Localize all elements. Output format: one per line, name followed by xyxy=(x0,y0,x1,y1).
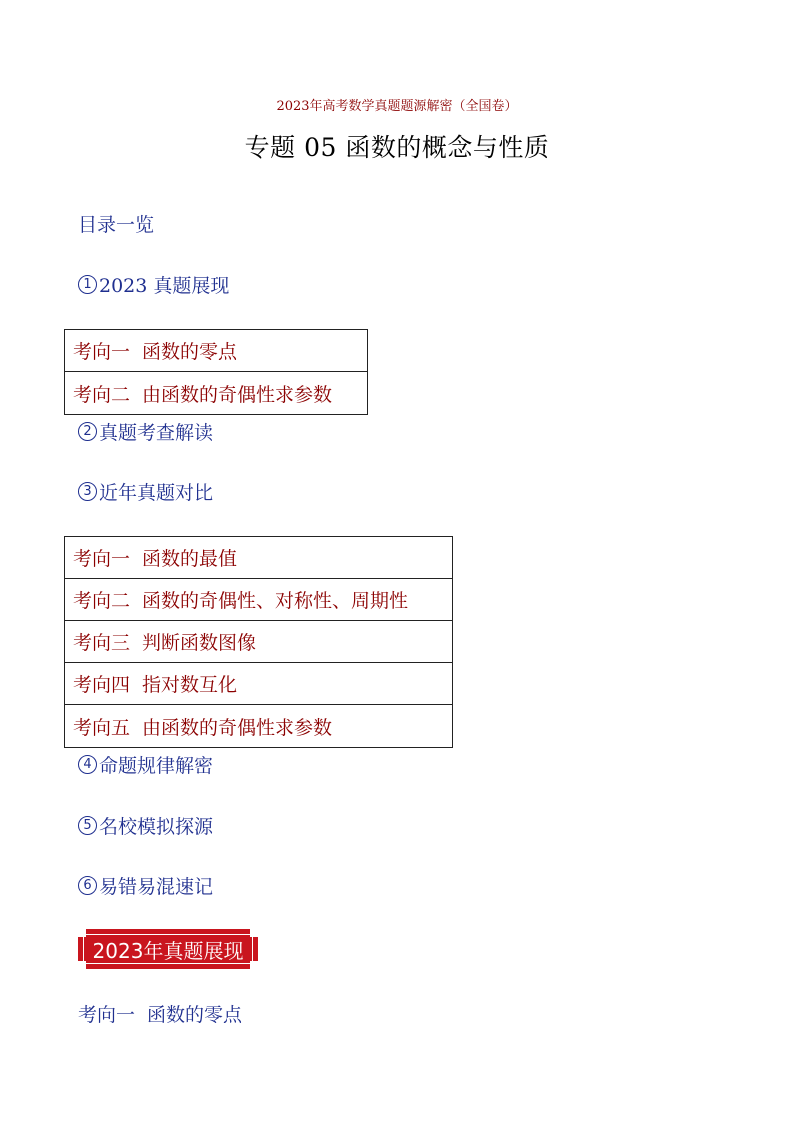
topic-text: 函数的最值 xyxy=(142,548,238,570)
topic-row[interactable] xyxy=(65,537,452,579)
section-banner xyxy=(78,929,258,969)
topic-key: 考向一 xyxy=(73,548,131,570)
topic-text: 函数的奇偶性、对称性、周期性 xyxy=(142,590,409,612)
topic-key: 考向五 xyxy=(73,716,131,739)
section-heading-text: 函数的零点 xyxy=(147,1004,243,1026)
section-number-1: 1 xyxy=(78,275,97,294)
toc-section-label: 2023 真题展现 xyxy=(99,275,230,297)
toc-section-3[interactable] xyxy=(78,478,213,505)
section-number-4: 4 xyxy=(78,755,97,774)
section-number-3: 3 xyxy=(78,482,97,501)
topic-row[interactable] xyxy=(65,579,452,621)
topic-text: 函数的零点 xyxy=(142,341,238,363)
topic-table-2023 xyxy=(64,329,368,415)
toc-section-label: 命题规律解密 xyxy=(99,755,214,777)
document-title: 专题 05 函数的概念与性质 xyxy=(244,133,550,162)
topic-key: 考向二 xyxy=(73,590,131,612)
topic-row[interactable] xyxy=(65,705,452,747)
toc-section-label: 名校模拟探源 xyxy=(99,816,214,838)
toc-section-1[interactable] xyxy=(78,271,229,298)
document-subtitle: 2023年高考数学真题题源解密（全国卷） xyxy=(276,99,518,114)
section-heading-key: 考向一 xyxy=(78,1004,136,1026)
banner-label: 2023年真题展现 xyxy=(83,934,253,964)
toc-section-2[interactable] xyxy=(78,418,213,445)
section-number-2: 2 xyxy=(78,422,97,441)
toc-title: 目录一览 xyxy=(78,214,155,236)
toc-section-6[interactable] xyxy=(78,872,213,899)
toc-section-label: 真题考查解读 xyxy=(99,422,214,444)
topic-text: 判断函数图像 xyxy=(142,632,257,654)
topic-row[interactable] xyxy=(65,372,367,414)
toc-section-label: 近年真题对比 xyxy=(99,482,214,504)
topic-key: 考向四 xyxy=(73,674,131,696)
section-number-5: 5 xyxy=(78,816,97,835)
topic-text: 由函数的奇偶性求参数 xyxy=(142,716,333,739)
toc-section-label: 易错易混速记 xyxy=(99,876,214,898)
topic-row[interactable] xyxy=(65,663,452,705)
topic-table-recent xyxy=(64,536,453,748)
topic-text: 由函数的奇偶性求参数 xyxy=(142,383,333,406)
topic-text: 指对数互化 xyxy=(142,674,238,696)
section-heading xyxy=(78,1000,242,1027)
topic-row[interactable] xyxy=(65,330,367,372)
topic-key: 考向二 xyxy=(73,383,131,406)
toc-section-5[interactable] xyxy=(78,812,213,839)
section-number-6: 6 xyxy=(78,876,97,895)
topic-row[interactable] xyxy=(65,621,452,663)
topic-key: 考向一 xyxy=(73,341,131,363)
toc-section-4[interactable] xyxy=(78,751,213,778)
topic-key: 考向三 xyxy=(73,632,131,654)
